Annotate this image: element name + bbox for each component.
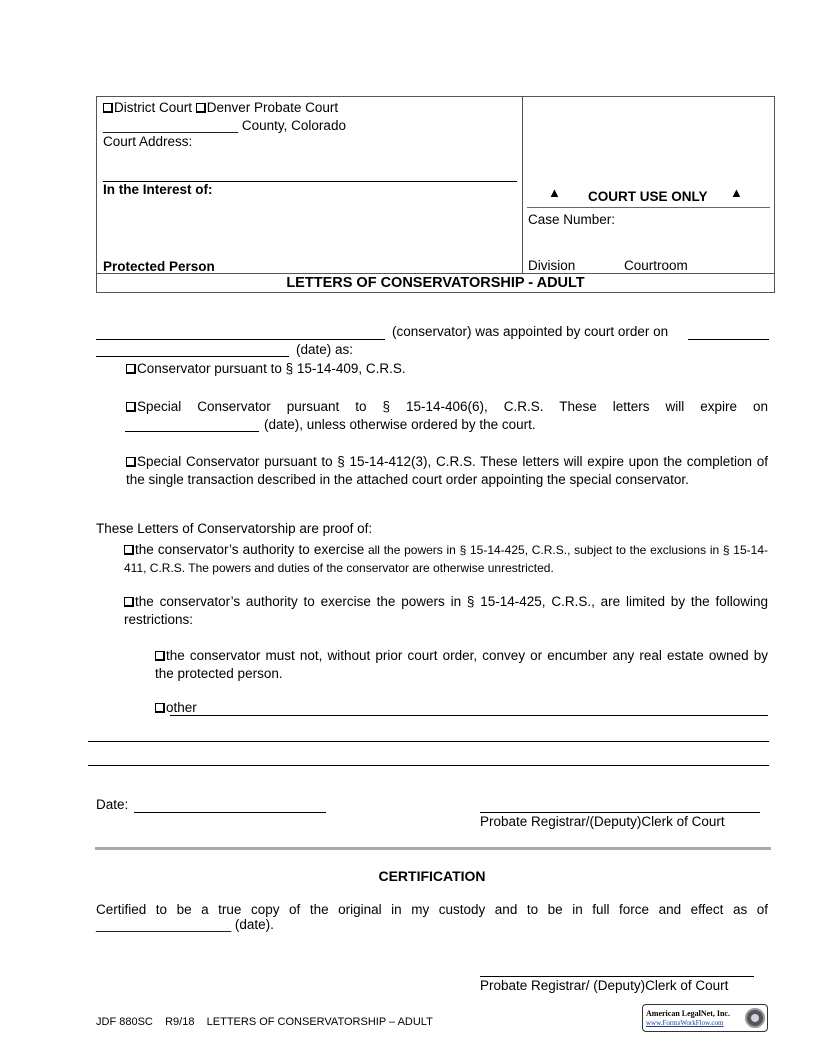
denver-probate-label: Denver Probate Court: [206, 100, 339, 115]
form-id: JDF 880SC R9/18 LETTERS OF CONSERVATORSHIP – ADULT: [96, 1016, 433, 1028]
restriction-real-estate-label: the conservator must not, without prior court order, convey or encumber any real estate owned by the protected person.: [155, 648, 768, 681]
court-address-label: Court Address:: [103, 134, 193, 149]
page-title: LETTERS OF CONSERVATORSHIP - ADULT: [286, 275, 585, 291]
certification-clerk-label: Probate Registrar/ (Deputy)Clerk of Court: [480, 978, 729, 993]
caption-divider: [522, 96, 523, 274]
certification-text: Certified to be a true copy of the original in my custody and to be in full force and effect as of: [96, 902, 768, 917]
restriction-other-checkbox[interactable]: [155, 703, 165, 713]
interest-label: In the Interest of:: [103, 182, 213, 197]
authority-unrestricted-text: all the powers in § 15-14-425, C.R.S., subject to the exclusions in § 15-14-411, C.R.S. The powers and duties of the conservator are otherwise unrestricted.: [124, 543, 768, 575]
date-label: Date:: [96, 797, 129, 812]
certification-signature-line[interactable]: [480, 976, 754, 977]
signature-date-line[interactable]: [134, 812, 326, 813]
other-restriction-line[interactable]: [170, 715, 768, 716]
date-as-text: (date) as:: [296, 342, 354, 357]
option-special-406-label: Special Conservator pursuant to § 15-14-406(6), C.R.S. These letters will expire on: [137, 399, 768, 414]
option-special-406: [126, 399, 768, 414]
conservator-name-line[interactable]: [96, 339, 385, 340]
appointment-date-line[interactable]: [96, 356, 289, 357]
publisher-logo: [642, 1004, 768, 1032]
up-arrow-left-icon: ▲: [548, 185, 561, 200]
option-special-412-checkbox[interactable]: [126, 457, 136, 467]
section-divider: [95, 847, 771, 850]
certification-date[interactable]: __________________ (date).: [96, 917, 274, 932]
division-label: Division: [528, 258, 576, 273]
logo-company: American LegalNet, Inc.: [646, 1009, 730, 1018]
court-use-only-label: COURT USE ONLY: [588, 189, 708, 204]
authority-unrestricted: [124, 541, 768, 577]
option-conservator: [126, 361, 406, 376]
restriction-other-label: other: [166, 700, 197, 715]
court-options: [103, 100, 338, 115]
option-special-406-checkbox[interactable]: [126, 402, 136, 412]
proof-intro: These Letters of Conservatorship are proof of:: [96, 521, 373, 536]
expiry-date-line[interactable]: [125, 431, 259, 432]
denver-probate-checkbox[interactable]: [196, 103, 206, 113]
clerk-signature-line[interactable]: [480, 812, 760, 813]
globe-icon: [745, 1008, 765, 1028]
option-special-412: [126, 453, 768, 488]
option-special-412-label: Special Conservator pursuant to § 15-14-412(3), C.R.S. These letters will expire upon the completion of the single transaction described in the attached court order appointing the special conservator.: [126, 454, 768, 487]
appointment-text: (conservator) was appointed by court order on: [392, 324, 669, 339]
order-date-line[interactable]: [688, 339, 769, 340]
option-conservator-label: Conservator pursuant to § 15-14-409, C.R.S.: [137, 361, 406, 376]
authority-limited: [124, 593, 768, 628]
other-restriction-line-2[interactable]: [88, 741, 769, 742]
restriction-other: [155, 700, 197, 715]
up-arrow-right-icon: ▲: [730, 185, 743, 200]
court-use-divider: [527, 207, 770, 208]
certification-heading: CERTIFICATION: [378, 868, 486, 884]
county-line[interactable]: __________________ County, Colorado: [103, 118, 346, 133]
restriction-real-estate-checkbox[interactable]: [155, 651, 165, 661]
clerk-label: Probate Registrar/(Deputy)Clerk of Court: [480, 814, 725, 829]
logo-url: www.FormsWorkFlow.com: [646, 1019, 724, 1027]
district-court-label: District Court: [114, 100, 193, 115]
protected-person-label: Protected Person: [103, 259, 215, 274]
restriction-real-estate: [155, 647, 768, 682]
option-conservator-checkbox[interactable]: [126, 364, 136, 374]
option-special-406-cont: (date), unless otherwise ordered by the court.: [264, 417, 536, 432]
authority-limited-label: the conservator’s authority to exercise the powers in § 15-14-425, C.R.S., are limited by the following restrictions:: [124, 594, 768, 627]
district-court-checkbox[interactable]: [103, 103, 113, 113]
authority-unrestricted-lead: the conservator’s authority to exercise: [135, 542, 365, 557]
other-restriction-line-3[interactable]: [88, 765, 769, 766]
courtroom-label: Courtroom: [624, 258, 688, 273]
authority-limited-checkbox[interactable]: [124, 597, 134, 607]
authority-unrestricted-checkbox[interactable]: [124, 545, 134, 555]
case-number-label: Case Number:: [528, 212, 616, 227]
